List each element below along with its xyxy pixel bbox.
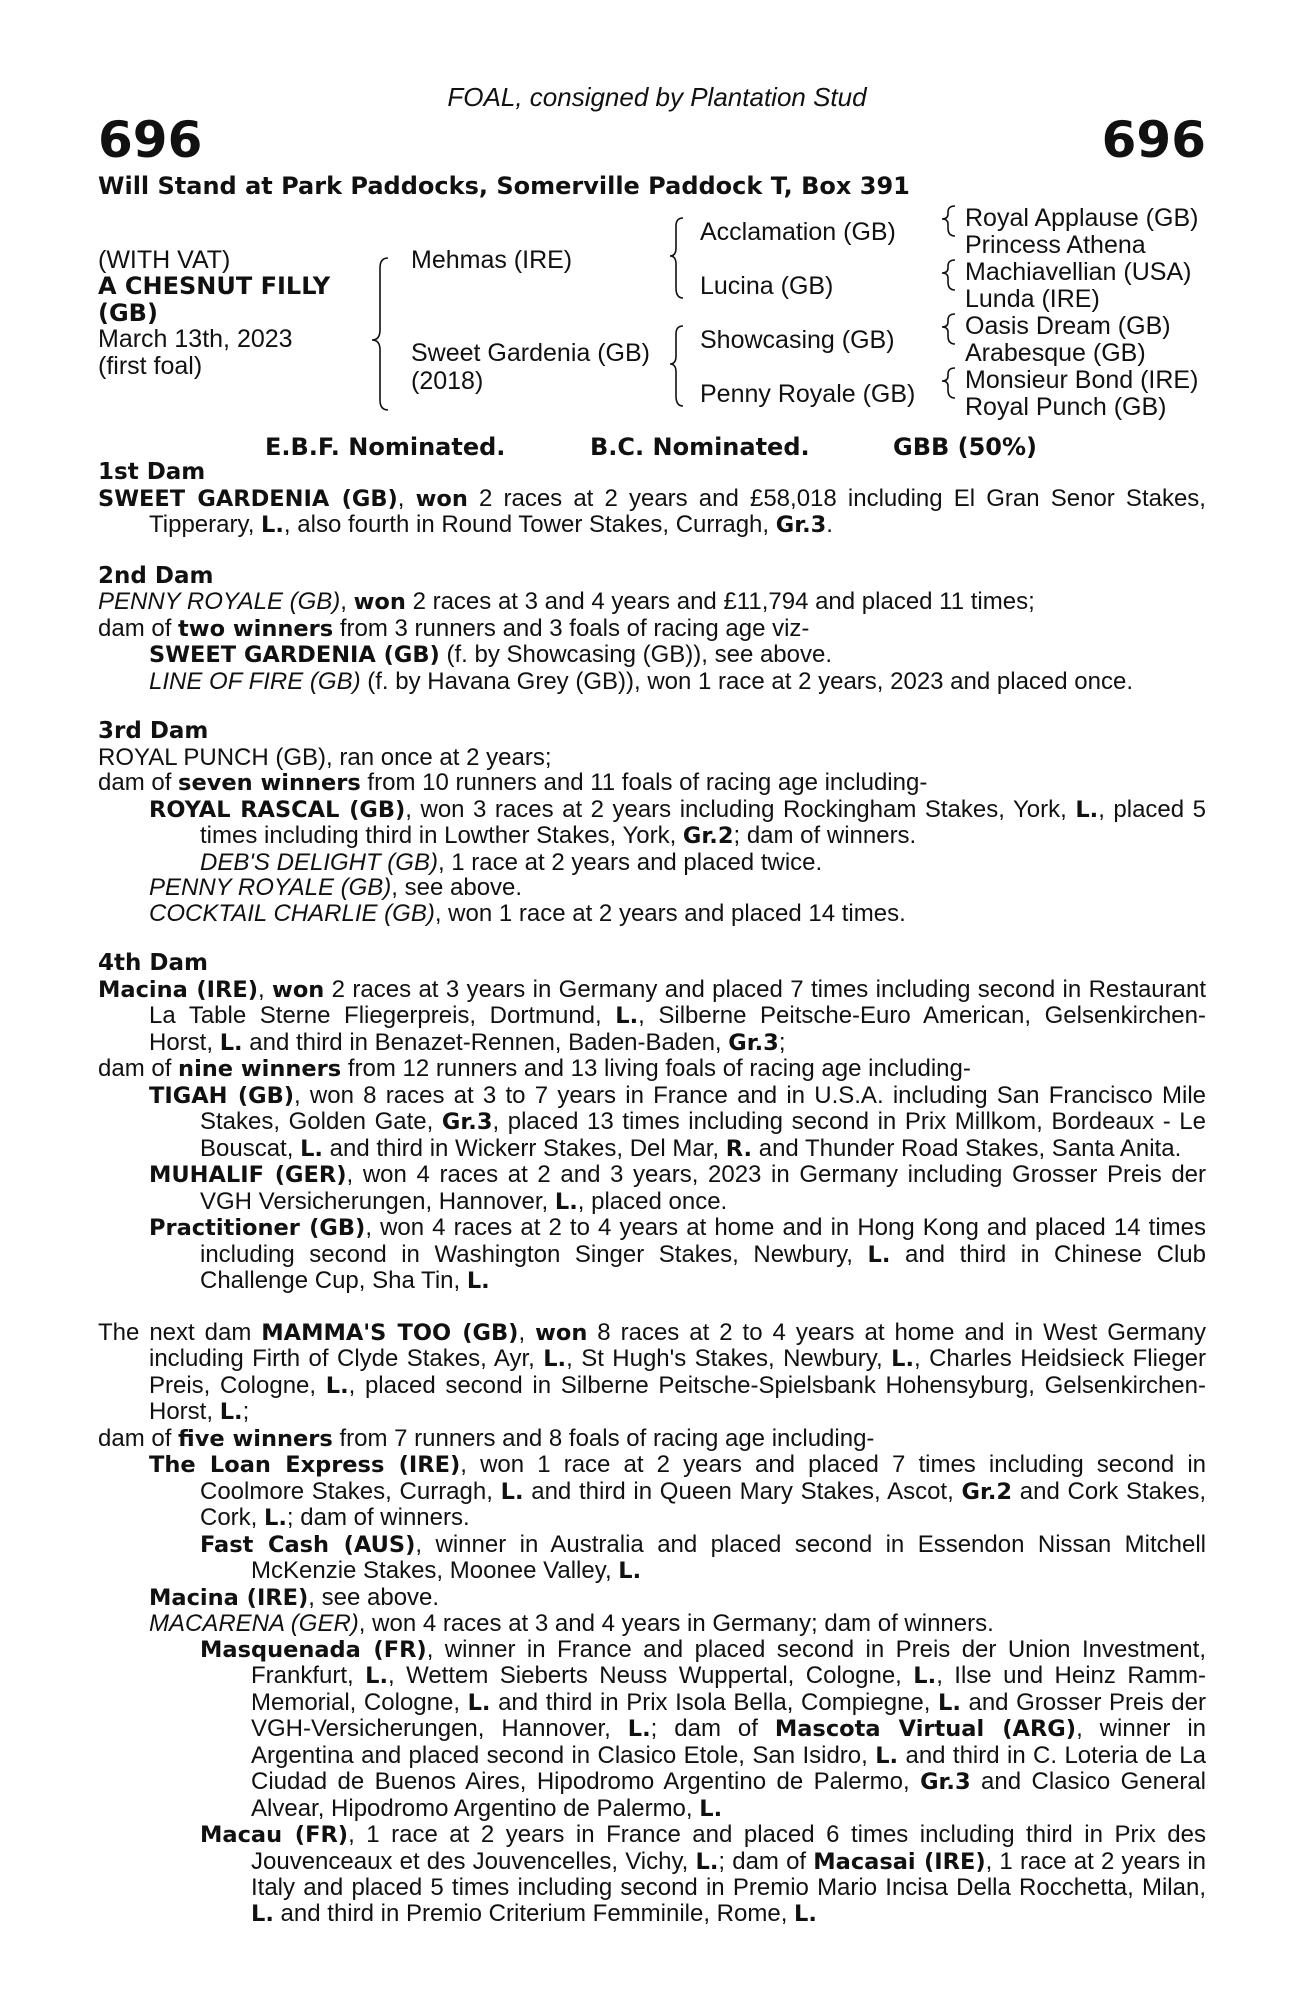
section-second-dam [98,564,1206,695]
fourth-dam-heading: 4th Dam [98,950,208,976]
second-dam-produce-1: SWEET GARDENIA (GB) (f. by Showcasing (GB)), see above. [149,641,833,668]
third-dam-produce-royal-rascal: ROYAL RASCAL (GB), won 3 races at 2 years including Rockingham Stakes, York, L., placed 5 times including third in Lowther Stakes, York, Gr.2; dam of winners. [149,795,1206,849]
ebf-nominated: E.B.F. Nominated. [265,433,506,461]
third-dam-produce-debs-delight: DEB'S DELIGHT (GB), 1 race at 2 years and placed twice. [200,848,823,876]
pedigree-braces [0,0,1314,420]
next-dam-produce-loan-express: The Loan Express (IRE), won 1 race at 2 years and placed 7 times including second in Coolmore Stakes, Curragh, L. and third in Queen Mary Stakes, Ascot, Gr.2 and Cork Stakes, Cork, L.; dam of winners. [149,1451,1206,1531]
brace-ggp-3 [942,314,955,344]
lot-number-right: 696 [1101,111,1206,169]
ggp-3: Machiavellian (USA) [965,258,1192,286]
foal-origin: (GB) [98,299,158,327]
consignor-line: FOAL, consigned by Plantation Stud [447,82,867,112]
bc-nominated: B.C. Nominated. [590,433,810,461]
first-foal-note: (first foal) [98,352,203,380]
sire: Mehmas (IRE) [411,246,573,274]
fourth-dam-produce-muhalif: MUHALIF (GER), won 4 races at 2 and 3 years, 2023 in Germany including Grosser Preis der VGH Versicherungen, Hannover, L., placed once. [149,1161,1207,1215]
second-dam-heading: 2nd Dam [98,562,214,589]
sire-sire: Acclamation (GB) [700,218,896,246]
brace-sire [670,218,683,298]
vat-note: (WITH VAT) [98,246,231,274]
first-dam-heading: 1st Dam [98,459,206,485]
foal-description: A CHESNUT FILLY [98,272,331,300]
fourth-dam-produce-summary: dam of nine winners from 12 runners and 13 living foals of racing age including- [98,1055,971,1082]
second-dam-name: PENNY ROYALE (GB) [98,588,341,615]
third-dam-heading: 3rd Dam [98,718,209,744]
lot-number-left: 696 [98,111,203,169]
third-dam-paragraph: ROYAL PUNCH (GB), ran once at 2 years; [98,743,552,771]
fourth-dam-produce-practitioner: Practitioner (GB), won 4 races at 2 to 4 years at home and in Hong Kong and placed 14 times including second in Washington Singer Stakes, Newbury, L. and third in Chinese Club Challenge Cup, Sha Tin, L. [149,1214,1207,1294]
dam-year: (2018) [411,367,484,395]
pedigree-block [0,0,1314,420]
next-dam-produce-masquenada: Masquenada (FR), winner in France and placed second in Preis der Union Investment, Frankfurt, L., Wettem Sieberts Neuss Wuppertal, Cologne, L., Ilse und Heinz Ramm-Memorial, Cologne, L. and third in Prix Isola Bella, Compiegne, L. and Grosser Preis der VGH-Versicherungen, Hannover, L.; dam of Mascota Virtual (ARG), winner in Argentina and placed second in Clasico Etole, San Isidro, L. and third in C. Loteria de La Ciudad de Buenos Aires, Hipodromo Argentino de Palermo, Gr.3 and Clasico General Alvear, Hipodromo Argentino de Palermo, L. [200,1635,1207,1822]
section-next-dam [98,1320,1206,1928]
brace-foal [372,258,388,410]
section-first-dam [98,460,1206,539]
next-dam-produce-macarena: MACARENA (GER), won 4 races at 3 and 4 years in Germany; dam of winners. [149,1610,994,1637]
gbb-percent: GBB (50%) [893,433,1038,461]
ggp-8: Royal Punch (GB) [965,393,1167,421]
ggp-6: Arabesque (GB) [965,339,1146,367]
sire-dam: Lucina (GB) [700,272,834,300]
third-dam-produce-cocktail-charlie: COCKTAIL CHARLIE (GB), won 1 race at 2 years and placed 14 times. [149,899,906,927]
third-dam-produce-penny-royale: PENNY ROYALE (GB), see above. [149,874,523,901]
first-dam-name: SWEET GARDENIA (GB) [98,485,398,512]
next-dam-produce-fast-cash: Fast Cash (AUS), winner in Australia and placed second in Essendon Nissan Mitchell McKenzie Stakes, Moonee Valley, L. [200,1530,1206,1584]
dam-sire: Showcasing (GB) [700,326,895,354]
ggp-5: Oasis Dream (GB) [965,312,1171,340]
next-dam-paragraph: The next dam MAMMA'S TOO (GB), won 8 races at 2 to 4 years at home and in West Germany including Firth of Clyde Stakes, Ayr, L., St Hugh's Stakes, Newbury, L., Charles Heidsieck Flieger Preis, Cologne, L., placed second in Silberne Peitsche-Spielsbank Hohensyburg, Gelsenkirchen-Horst, L.; [98,1318,1207,1425]
foal-dob: March 13th, 2023 [98,325,293,353]
catalogue-text [98,460,1206,1927]
second-dam-produce-summary: dam of two winners from 3 runners and 3 foals of racing age viz- [98,614,810,642]
brace-ggp-4 [942,368,955,398]
brace-dam [670,326,683,406]
section-fourth-dam [98,951,1206,1295]
dam: Sweet Gardenia (GB) [411,339,650,367]
next-dam-produce-macau: Macau (FR), 1 race at 2 years in France and placed 6 times including third in Prix des Jouvenceaux et des Jouvencelles, Vichy, L.; dam of Macasai (IRE), 1 race at 2 years in Italy and placed 5 times including second in Premio Mario Incisa Della Rocchetta, Milan, L. and third in Premio Criterium Femminile, Rome, L. [200,1821,1207,1927]
fourth-dam-paragraph: Macina (IRE), won 2 races at 3 years in Germany and placed 7 times including second in Restaurant La Table Sterne Fliegerpreis, Dortmund, L., Silberne Peitsche-Euro American, Gelsenkirchen-Horst, L. and third in Benazet-Rennen, Baden-Baden, Gr.3; [98,975,1206,1056]
fourth-dam-produce-tigah: TIGAH (GB), won 8 races at 3 to 7 years in France and in U.S.A. including San Francisco Mile Stakes, Golden Gate, Gr.3, placed 13 times including second in Prix Millkom, Bordeaux - Le Bouscat, L. and third in Wickerr Stakes, Del Mar, R. and Thunder Road Stakes, Santa Anita. [149,1081,1206,1162]
second-dam-produce-2: LINE OF FIRE (GB) (f. by Havana Grey (GB)), won 1 race at 2 years, 2023 and placed once. [149,667,1133,695]
brace-ggp-2 [942,260,955,290]
ggp-2: Princess Athena [965,231,1146,259]
dam-dam: Penny Royale (GB) [700,380,916,408]
stand-location: Will Stand at Park Paddocks, Somerville Paddock T, Box 391 [98,172,910,200]
ggp-4: Lunda (IRE) [965,285,1100,313]
next-dam-produce-summary: dam of five winners from 7 runners and 8 foals of racing age including- [98,1424,875,1452]
section-third-dam [98,719,1206,926]
ggp-7: Monsieur Bond (IRE) [965,366,1199,394]
third-dam-produce-summary: dam of seven winners from 10 runners and 11 foals of racing age including- [98,769,928,796]
ggp-1: Royal Applause (GB) [965,204,1199,232]
first-dam-paragraph: SWEET GARDENIA (GB), won 2 races at 2 years and £58,018 including El Gran Senor Stakes, Tipperary, L., also fourth in Round Tower Stakes, Curragh, Gr.3. [98,484,1206,538]
next-dam-produce-macina: Macina (IRE), see above. [149,1583,440,1611]
second-dam-paragraph: PENNY ROYALE (GB), won 2 races at 3 and 4 years and £11,794 and placed 11 times; [98,588,1035,615]
brace-ggp-1 [942,206,955,236]
